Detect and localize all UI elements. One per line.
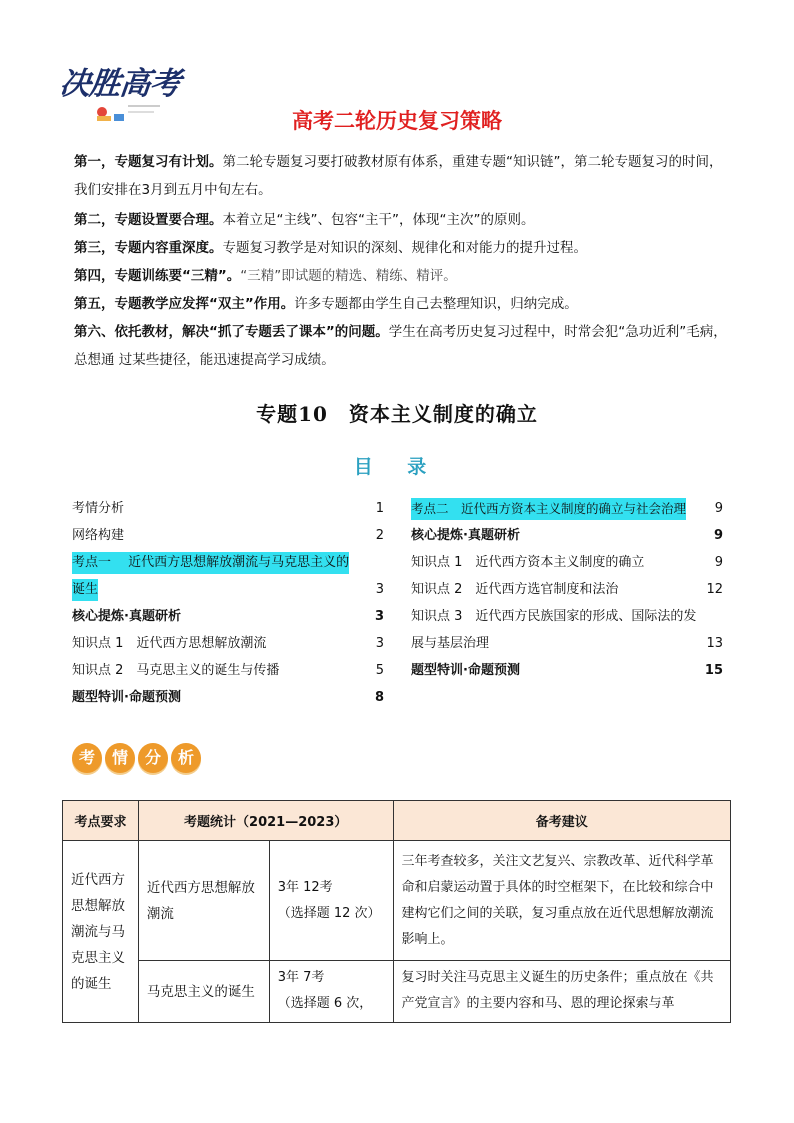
toc-entry[interactable] <box>72 525 384 547</box>
toc-entry-label: 展与基层治理 <box>411 636 490 651</box>
table-row <box>63 961 731 1023</box>
toc-entry-label: 知识点 1 近代西方思想解放潮流 <box>72 636 267 651</box>
toc-entry-page: 9 <box>713 528 723 543</box>
strategy-item-6 <box>74 318 734 374</box>
strategy-item-bold: 第五，专题教学应发挥“双主”作用。 <box>74 296 295 312</box>
toc-entry[interactable] <box>72 660 384 682</box>
toc-entry-label: 知识点 1 近代西方资本主义制度的确立 <box>411 555 645 570</box>
table-topic-cell: 马克思主义的诞生 <box>138 961 269 1023</box>
strategy-item-4 <box>74 262 734 290</box>
strategy-item-1 <box>74 148 734 204</box>
toc-entry-label: 题型特训·命题预测 <box>72 690 181 705</box>
toc-entry-page: 3 <box>375 582 384 597</box>
strategy-item-bold: 第四，专题训练要“三精”。 <box>74 268 241 284</box>
table-count-cell <box>269 841 393 961</box>
main-title: 高考二轮历史复习策略 <box>292 109 502 133</box>
banner-char: 析 <box>171 743 201 773</box>
toc-entry[interactable] <box>411 552 723 574</box>
toc-entry-page: 9 <box>714 501 723 516</box>
toc-entry[interactable] <box>411 579 723 601</box>
toc-entry[interactable] <box>72 552 384 574</box>
toc-entry-label: 考情分析 <box>72 501 125 516</box>
toc-entry[interactable] <box>72 633 384 655</box>
strategy-item-text: 本着立足“主线”、包容“主干”，体现“主次”的原则。 <box>222 212 535 228</box>
toc-entry-page: 3 <box>374 609 384 624</box>
toc-entry[interactable] <box>411 606 723 628</box>
banner-char: 分 <box>138 743 168 773</box>
count-detail: （选择题 12 次） <box>277 905 381 921</box>
count-text: 3年 12考 <box>277 879 333 895</box>
toc-entry-page: 3 <box>375 636 384 651</box>
toc-entry-label: 知识点 2 马克思主义的诞生与传播 <box>72 663 280 678</box>
strategy-item-bold: 第一，专题复习有计划。 <box>74 154 223 170</box>
table-advice-cell: 三年考查较多，关注文艺复兴、宗教改革、近代科学革命和启蒙运动置于具体的时空框架下，在比较和综合中建构它们之间的关联，复习重点放在近代思想解放潮流影响上。 <box>393 841 730 961</box>
strategy-item-text: 学生在高考历史复习过程中，时常会犯“急功近利”毛病，总想通 过某些捷径，能迅速提高学习成绩。 <box>74 324 727 368</box>
strategy-item-bold: 第二，专题设置要合理。 <box>74 212 223 228</box>
strategy-item-text: “三精”即试题的精选、精练、精评。 <box>240 268 457 284</box>
toc-entry-label: 核心提炼·真题研析 <box>72 609 181 624</box>
strategy-item-2 <box>74 206 734 234</box>
table-count-cell <box>269 961 393 1023</box>
toc-entry-label: 考点一 近代西方思想解放潮流与马克思主义的 <box>72 552 349 574</box>
table-header-row <box>63 801 731 841</box>
toc-title: 目 录 <box>353 456 441 478</box>
section-title: 专题10 资本主义制度的确立 <box>256 402 538 426</box>
toc-entry[interactable] <box>411 498 723 520</box>
table-topic-cell: 近代西方思想解放潮流 <box>138 841 269 961</box>
toc-entry-label: 知识点 2 近代西方选官制度和法治 <box>411 582 619 597</box>
strategy-item-3 <box>74 234 734 262</box>
toc-entry-label: 知识点 3 近代西方民族国家的形成、国际法的发 <box>411 609 697 624</box>
toc-entry-page: 9 <box>714 555 723 570</box>
toc-entry-label: 诞生 <box>72 579 98 601</box>
toc-entry-page: 5 <box>375 663 384 678</box>
strategy-item-bold: 第六、依托教材，解决“抓了专题丢了课本”的问题。 <box>74 324 389 340</box>
exam-stats-table <box>62 800 731 1023</box>
strategy-item-5 <box>74 290 734 318</box>
toc-entry[interactable] <box>411 633 723 655</box>
toc-entry[interactable] <box>411 660 723 682</box>
toc-entry-label: 网络构建 <box>72 528 125 543</box>
toc-entry-label: 核心提炼·真题研析 <box>411 528 520 543</box>
count-text: 3年 7考 <box>277 970 325 985</box>
toc-entry-label: 题型特训·命题预测 <box>411 663 520 678</box>
banner-char: 考 <box>72 743 102 773</box>
table-header: 考点要求 <box>63 801 139 841</box>
toc-entry-page: 1 <box>375 501 384 516</box>
toc-entry[interactable] <box>72 498 384 520</box>
toc-entry-page: 12 <box>706 582 723 597</box>
toc-entry-page: 2 <box>375 528 384 543</box>
toc-entry-label: 考点二 近代西方资本主义制度的确立与社会治理 <box>411 498 686 520</box>
strategy-item-bold: 第三，专题内容重深度。 <box>74 240 223 256</box>
table-group-cell: 近代西方思想解放潮流与马克思主义的诞生 <box>63 841 139 1023</box>
table-header: 备考建议 <box>393 801 730 841</box>
toc-entry-page: 13 <box>706 636 723 651</box>
toc-entry[interactable] <box>72 579 384 601</box>
toc-entry[interactable] <box>72 606 384 628</box>
toc-entry-page: 8 <box>374 690 384 705</box>
strategy-item-text: 第二轮专题复习要打破教材原有体系，重建专题“知识链”，第二轮专题复习的时间，我们安排在3月到五月中旬左右。 <box>74 154 723 198</box>
table-row <box>63 841 731 961</box>
banner-char: 情 <box>105 743 135 773</box>
strategy-item-text: 专题复习教学是对知识的深刻、规律化和对能力的提升过程。 <box>222 240 587 256</box>
logo-text: 决胜高考 <box>57 66 182 102</box>
table-advice-cell: 复习时关注马克思主义诞生的历史条件；重点放在《共产党宣言》的主要内容和马、恩的理论探索与革 <box>393 961 730 1023</box>
strategy-item-text: 许多专题都由学生自己去整理知识，归纳完成。 <box>294 296 578 312</box>
toc-entry[interactable] <box>411 525 723 547</box>
toc-entry[interactable] <box>72 687 384 709</box>
table-header: 考题统计（2021—2023） <box>138 801 393 841</box>
count-detail: （选择题 6 次， <box>277 996 373 1011</box>
toc-entry-page: 15 <box>704 663 723 678</box>
